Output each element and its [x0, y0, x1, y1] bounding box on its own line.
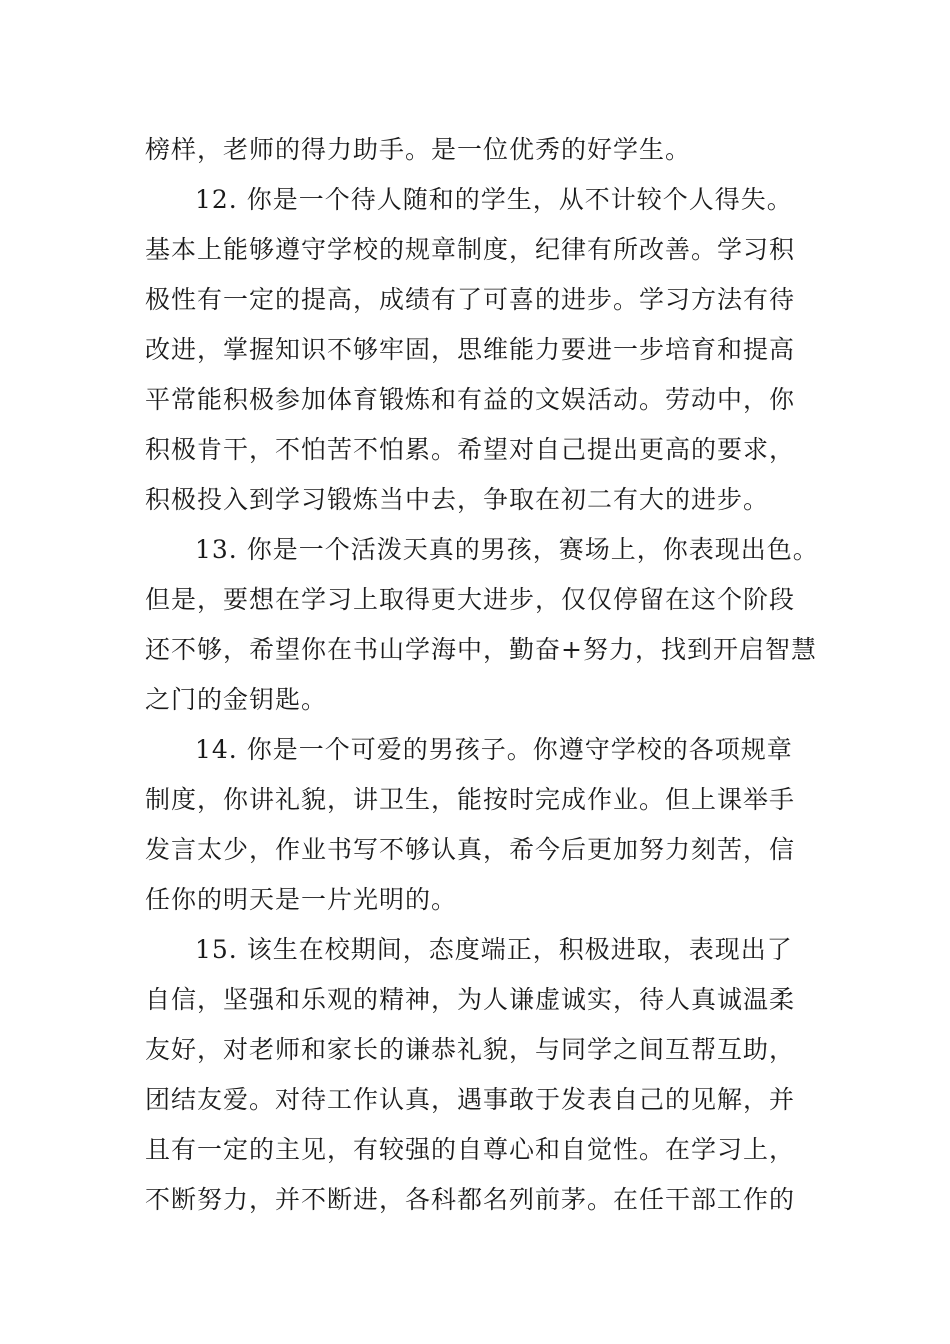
text-line: 友好，对老师和家长的谦恭礼貌，与同学之间互帮互助，	[145, 1035, 796, 1064]
text-line: 积极投入到学习锻炼当中去，争取在初二有大的进步。	[145, 485, 770, 514]
text-line: 制度，你讲礼貌，讲卫生，能按时完成作业。但上课举手	[145, 785, 796, 814]
text-line: 基本上能够遵守学校的规章制度，纪律有所改善。学习积	[145, 235, 796, 264]
paragraph-13-first-line: 13. 你是一个活泼天真的男孩，赛场上，你表现出色。	[195, 535, 819, 564]
text-line: 团结友爱。对待工作认真，遇事敢于发表自己的见解，并	[145, 1085, 796, 1114]
text-line: 且有一定的主见，有较强的自尊心和自觉性。在学习上，	[145, 1135, 796, 1164]
text-line: 改进，掌握知识不够牢固，思维能力要进一步培育和提高	[145, 335, 796, 364]
text-line: 不断努力，并不断进，各科都名列前茅。在任干部工作的	[145, 1185, 796, 1214]
text-line: 自信，坚强和乐观的精神，为人谦虚诚实，待人真诚温柔	[145, 985, 796, 1014]
paragraph-15-first-line: 15. 该生在校期间，态度端正，积极进取，表现出了	[195, 935, 793, 964]
text-line: 还不够，希望你在书山学海中，勤奋+努力，找到开启智慧	[145, 635, 817, 664]
paragraph-12-first-line: 12. 你是一个待人随和的学生，从不计较个人得失。	[195, 185, 793, 214]
paragraph-14-first-line: 14. 你是一个可爱的男孩子。你遵守学校的各项规章	[195, 735, 793, 764]
text-line: 积极肯干，不怕苦不怕累。希望对自己提出更高的要求，	[145, 435, 796, 464]
text-line: 发言太少，作业书写不够认真，希今后更加努力刻苦，信	[145, 835, 796, 864]
text-line: 极性有一定的提高，成绩有了可喜的进步。学习方法有待	[145, 285, 796, 314]
text-line: 但是，要想在学习上取得更大进步，仅仅停留在这个阶段	[145, 585, 796, 614]
text-line: 之门的金钥匙。	[145, 685, 328, 714]
text-line: 任你的明天是一片光明的。	[145, 885, 458, 914]
text-line: 平常能积极参加体育锻炼和有益的文娱活动。劳动中，你	[145, 385, 796, 414]
text-line: 榜样，老师的得力助手。是一位优秀的好学生。	[145, 135, 692, 164]
